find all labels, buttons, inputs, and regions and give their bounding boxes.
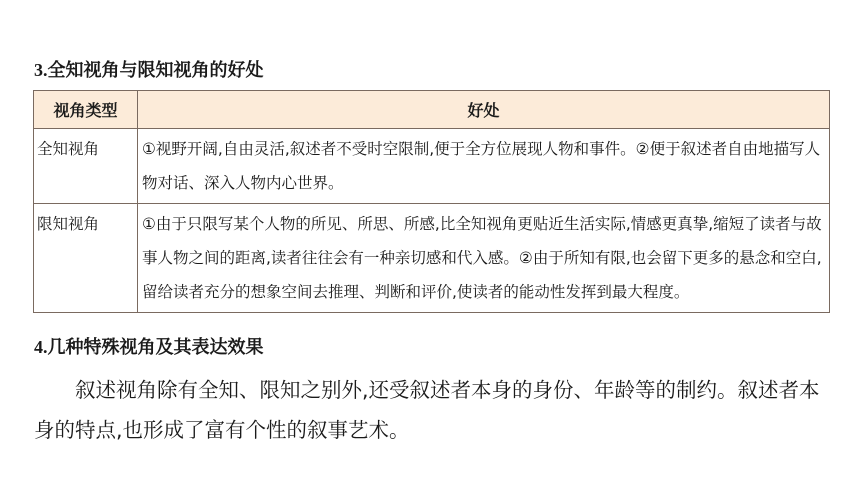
section-4-number: 4.	[34, 337, 48, 357]
header-benefit: 好处	[138, 91, 830, 129]
cell-benefit: ①由于只限写某个人物的所见、所思、所感,比全知视角更贴近生活实际,情感更真挚,缩短了读者与故事人物之间的距离,读者往往会有一种亲切感和代入感。②由于所知有限,也会留下更多的悬念和空白,留给读者充分的想象空间去推理、判断和评价,使读者的能动性发挥到最大程度。	[138, 204, 830, 313]
section-3-heading	[34, 58, 264, 83]
table-row	[34, 129, 830, 204]
section-3-number: 3.	[34, 60, 48, 80]
table-header-row	[34, 91, 830, 129]
header-perspective-type: 视角类型	[34, 91, 138, 129]
table-row	[34, 204, 830, 313]
section-3-title: 全知视角与限知视角的好处	[47, 60, 264, 81]
cell-perspective-type: 限知视角	[34, 204, 138, 313]
section-4-heading	[34, 335, 264, 360]
cell-benefit: ①视野开阔,自由灵活,叙述者不受时空限制,便于全方位展现人物和事件。②便于叙述者自由地描写人物对话、深入人物内心世界。	[138, 129, 830, 204]
perspective-benefits-table	[33, 90, 830, 313]
section-4-paragraph: 叙述视角除有全知、限知之别外,还受叙述者本身的身份、年龄等的制约。叙述者本身的特点,也形成了富有个性的叙事艺术。	[34, 378, 820, 442]
cell-perspective-type: 全知视角	[34, 129, 138, 204]
section-4-title: 几种特殊视角及其表达效果	[47, 337, 264, 358]
